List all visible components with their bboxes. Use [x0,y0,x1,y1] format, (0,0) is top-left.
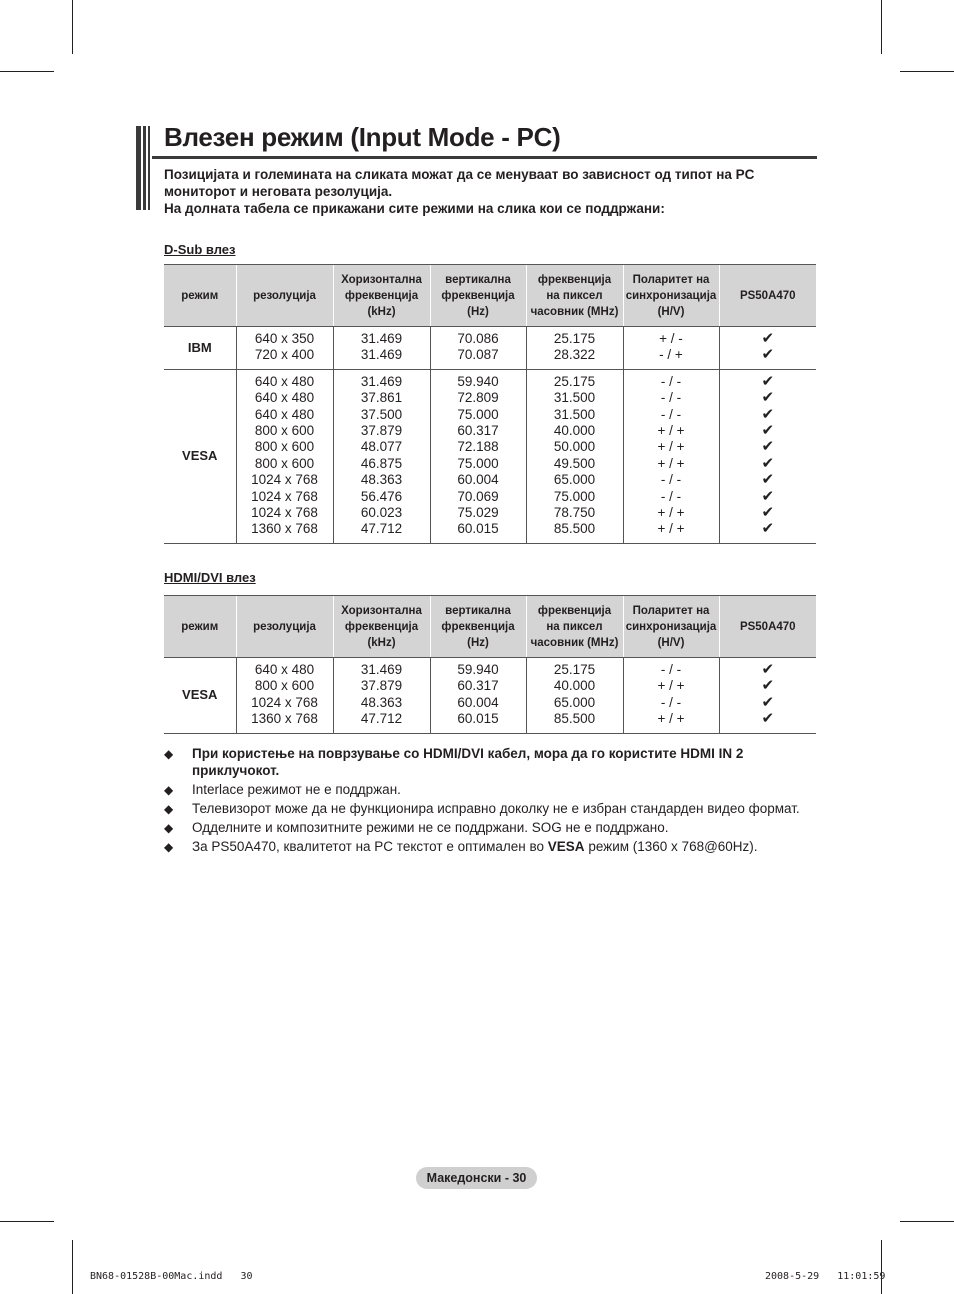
table-cell-value: 37.500 [360,406,403,422]
diamond-bullet-icon: ◆ [164,820,174,835]
mode-cell: IBM [164,327,236,370]
table-cell-value: - / - [660,406,682,422]
checkmark-icon: ✔ [761,487,775,505]
table-cell-value: 1360 x 768 [251,711,318,727]
supported-cell [719,327,816,370]
table-cell-value: + / + [657,423,685,439]
table-cell-value: 47.712 [360,711,403,727]
table-cell-value: 1024 x 768 [251,472,318,488]
table-cell-value: 60.004 [457,694,499,710]
table-cell-value: 65.000 [553,694,596,710]
table-cell-value: 72.809 [457,390,499,406]
checkmark-icon: ✔ [761,330,775,347]
pixclk-cell [526,327,623,370]
table-cell-value: 48.363 [360,472,403,488]
crop-mark [0,1221,54,1222]
checkmark-icon: ✔ [761,405,775,423]
table-cell-value: 46.875 [360,455,403,471]
checkmark-icon: ✔ [761,710,775,728]
table-cell-value: 31.500 [553,390,596,406]
table-cell-value: 47.712 [360,521,403,537]
table-cell-value: 640 x 480 [254,662,315,677]
col-header-resolution: резолуција [236,596,333,658]
polarity-cell [623,369,719,543]
table-cell-value: 75.029 [457,505,499,521]
col-header-mode: режим [164,596,236,658]
table-cell-value: 1024 x 768 [251,505,318,521]
table-cell-value: 48.363 [360,694,403,710]
table-cell-value: 49.500 [553,455,596,471]
diamond-bullet-icon: ◆ [164,839,174,854]
checkmark-icon: ✔ [761,389,775,407]
table-cell-value: 48.077 [360,439,403,455]
checkmark-icon: ✔ [761,661,775,678]
dsub-table [164,264,816,544]
table-cell-value: 85.500 [553,711,596,727]
table-cell-value: 60.023 [360,505,403,521]
dsub-section-label: D-Sub влез [164,242,236,257]
table-cell-value: 40.000 [553,423,596,439]
table-cell-value: 720 x 400 [254,347,315,363]
vfreq-cell [430,327,526,370]
col-header-mode: режим [164,265,236,327]
table-cell-value: 85.500 [553,521,596,537]
checkmark-icon: ✔ [761,520,775,538]
col-header-pixclk: фреквенција на пиксел часовник (MHz) [526,596,623,658]
crop-mark [881,1240,882,1294]
col-header-polarity: Поларитет на синхронизација (H/V) [623,596,719,658]
table-cell-value: 50.000 [553,439,596,455]
crop-mark [900,1221,954,1222]
note-item: ◆ Одделните и композитните режими не се поддржани. SOG не е поддржано. [164,819,669,835]
table-cell-value: - / - [660,694,682,710]
diamond-bullet-icon: ◆ [164,801,174,816]
supported-cell [719,369,816,543]
table-header-row [164,596,816,658]
mode-cell: VESA [164,658,236,734]
table-cell-value: + / + [657,505,685,521]
print-slug-file: BN68-01528B-00Mac.indd 30 [90,1271,253,1282]
hfreq-cell [333,658,430,734]
resolution-cell [236,327,333,370]
table-cell-value: 70.087 [457,347,499,363]
checkmark-icon: ✔ [761,693,775,711]
table-cell-value: 25.175 [553,373,596,389]
crop-mark [0,71,54,72]
notes-list [164,746,824,858]
note-item: ◆ При користење на поврзување со HDMI/DVI кабел, мора да го користите HDMI IN 2 приклучокот. [164,746,744,778]
table-cell-value: 75.000 [457,455,499,471]
crop-mark [72,0,73,54]
table-cell-value: 800 x 600 [254,423,315,439]
table-cell-value: 640 x 350 [254,331,315,346]
table-row [164,327,816,370]
note-item: ◆ За PS50A470, квалитетот на PC текстот е оптимален во VESA режим (1360 x 768@60Hz). [164,838,758,854]
table-cell-value: 31.469 [360,373,403,389]
checkmark-icon: ✔ [761,504,775,522]
table-cell-value: 60.004 [457,472,499,488]
table-cell-value: 28.322 [553,347,596,363]
col-header-model: PS50A470 [719,265,816,327]
table-row [164,658,816,734]
checkmark-icon: ✔ [761,346,775,364]
note-item: ◆ Телевизорот може да не функционира исправно доколку не е избран стандарден видео формат. [164,800,800,816]
table-cell-value: + / - [659,331,683,346]
table-cell-value: 25.175 [553,662,596,677]
resolution-cell [236,658,333,734]
crop-mark [881,0,882,54]
table-cell-value: 70.086 [457,331,499,346]
table-cell-value: + / + [657,678,685,694]
crop-mark [72,1240,73,1294]
table-cell-value: 800 x 600 [254,678,315,694]
checkmark-icon: ✔ [761,471,775,489]
vfreq-cell [430,658,526,734]
note-item: ◆ Interlace режимот не е поддржан. [164,781,401,797]
table-cell-value: 37.861 [360,390,403,406]
table-cell-value: - / + [659,347,683,363]
hdmi-table [164,595,816,734]
table-cell-value: - / - [660,662,682,677]
table-cell-value: 60.015 [457,711,499,727]
col-header-hfreq: Хоризонтална фреквенција (kHz) [333,596,430,658]
vfreq-cell [430,369,526,543]
table-cell-value: 640 x 480 [254,373,315,389]
table-cell-value: 37.879 [360,678,403,694]
table-cell-value: 800 x 600 [254,439,315,455]
pixclk-cell [526,369,623,543]
hdmi-section-label: HDMI/DVI влез [164,570,256,585]
table-cell-value: - / - [660,390,682,406]
table-cell-value: 60.317 [457,423,499,439]
table-cell-value: 1024 x 768 [251,694,318,710]
polarity-cell [623,327,719,370]
table-cell-value: 75.000 [553,488,596,504]
table-cell-value: 800 x 600 [254,455,315,471]
intro-text [164,166,814,217]
crop-mark [900,71,954,72]
col-header-vfreq: вертикална фреквенција (Hz) [430,265,526,327]
table-cell-value: + / + [657,455,685,471]
col-header-model: PS50A470 [719,596,816,658]
table-cell-value: 37.879 [360,423,403,439]
checkmark-icon: ✔ [761,372,775,390]
table-cell-value: 25.175 [553,331,596,346]
intro-line: Позицијата и големината на сликата можат да се менуваат во зависност од типот на PC [164,167,755,182]
table-cell-value: 31.469 [360,662,403,677]
col-header-pixclk: фреквенција на пиксел часовник (MHz) [526,265,623,327]
mode-cell: VESA [164,369,236,543]
table-cell-value: 31.469 [360,331,403,346]
intro-line: На долната табела се прикажани сите режими на слика кои се поддржани: [164,201,665,216]
col-header-hfreq: Хоризонтална фреквенција (kHz) [333,265,430,327]
checkmark-icon: ✔ [761,677,775,695]
table-cell-value: - / - [660,373,682,389]
table-cell-value: 60.015 [457,521,499,537]
checkmark-icon: ✔ [761,438,775,456]
polarity-cell [623,658,719,734]
table-cell-value: 640 x 480 [254,406,315,422]
table-cell-value: 31.500 [553,406,596,422]
intro-line: мониторот и неговата резолуција. [164,184,393,199]
header-bars-decoration [136,126,152,210]
table-header-row [164,265,816,327]
title-rule [152,156,817,159]
print-slug-date: 2008-5-29 11:01:59 [765,1271,886,1282]
table-cell-value: 78.750 [553,505,596,521]
table-cell-value: 31.469 [360,347,403,363]
table-cell-value: - / - [660,488,682,504]
table-cell-value: 56.476 [360,488,403,504]
pixclk-cell [526,658,623,734]
diamond-bullet-icon: ◆ [164,782,174,797]
table-cell-value: 59.940 [457,662,499,677]
table-cell-value: + / + [657,521,685,537]
col-header-vfreq: вертикална фреквенција (Hz) [430,596,526,658]
col-header-polarity: Поларитет на синхронизација (H/V) [623,265,719,327]
hfreq-cell [333,369,430,543]
table-cell-value: + / + [657,711,685,727]
table-cell-value: 75.000 [457,406,499,422]
diamond-bullet-icon: ◆ [164,747,174,761]
resolution-cell [236,369,333,543]
table-cell-value: 60.317 [457,678,499,694]
supported-cell [719,658,816,734]
table-cell-value: 65.000 [553,472,596,488]
table-cell-value: 59.940 [457,373,499,389]
table-cell-value: 40.000 [553,678,596,694]
hfreq-cell [333,327,430,370]
table-cell-value: 1024 x 768 [251,488,318,504]
col-header-resolution: резолуција [236,265,333,327]
checkmark-icon: ✔ [761,422,775,440]
table-cell-value: + / + [657,439,685,455]
page-title: Влезен режим (Input Mode - PC) [164,122,561,152]
table-cell-value: 70.069 [457,488,499,504]
table-cell-value: 72.188 [457,439,499,455]
page-number-footer: Македонски - 30 [416,1167,537,1189]
table-cell-value: - / - [660,472,682,488]
table-row [164,369,816,543]
table-cell-value: 640 x 480 [254,390,315,406]
checkmark-icon: ✔ [761,454,775,472]
table-cell-value: 1360 x 768 [251,521,318,537]
